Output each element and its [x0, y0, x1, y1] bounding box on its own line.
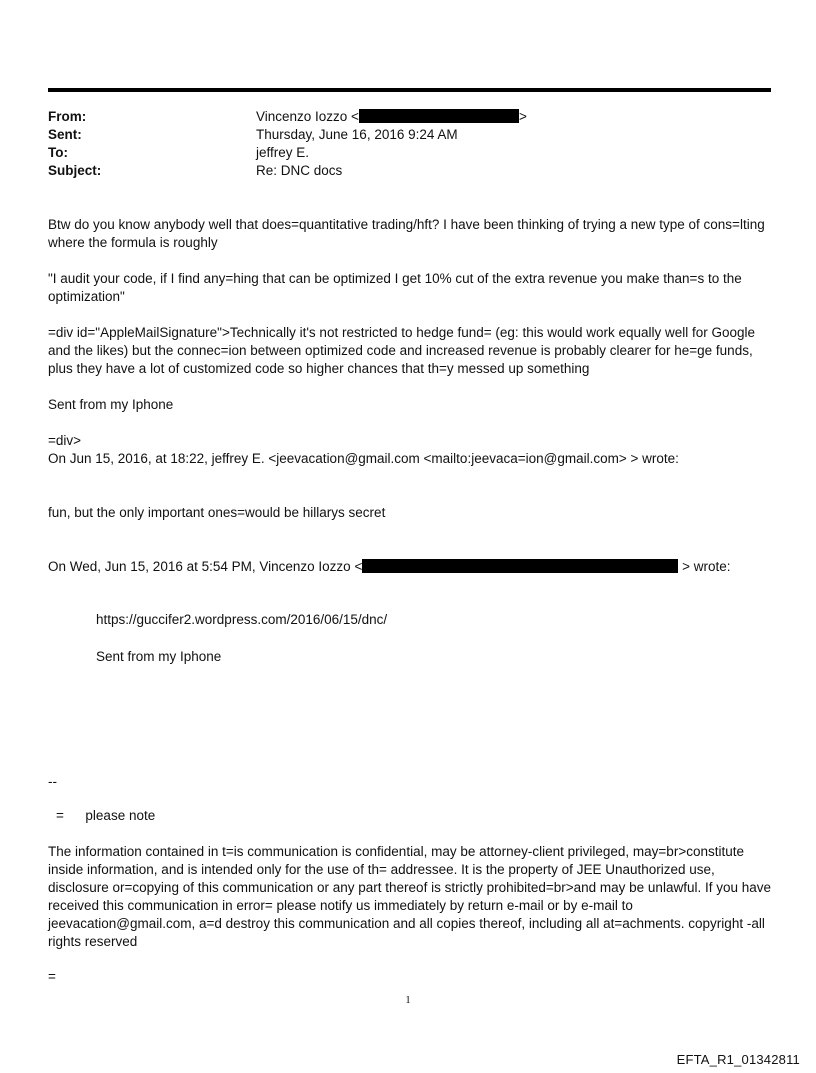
quote-header-2	[48, 558, 778, 576]
to-label: To:	[48, 145, 68, 160]
signature-dashes: --	[48, 774, 57, 789]
redaction-block	[362, 559, 678, 573]
disclaimer-text: The information contained in t=is communication is confidential, may be attorney-client privileged, may=br>constitute inside information, and is intended only for the use of th= addressee. It is the property of JEE Unauthorized use, disclosure or=copying of this communication or any part thereof is strictly prohibited=br>and may be unlawful. If you have received this communication in error= please notify us immediately by return e-mail or by e-mail to jeevacation@gmail.com, a=d destroy this communication and all copies thereof, including all at=achments. copyright -all rights reserved	[48, 844, 772, 949]
note-eq: =	[56, 808, 64, 823]
quote-header-2-end: > wrote:	[678, 559, 731, 574]
body-paragraph-2: "I audit your code, if I find any=hing that can be optimized I get 10% cut of the extra revenue you make than=s to the optimization"	[48, 271, 742, 304]
sent-value: Thursday, June 16, 2016 9:24 AM	[256, 127, 458, 142]
header-rule	[48, 88, 771, 92]
div-tag-text: =div>	[48, 433, 82, 448]
link-text: https://guccifer2.wordpress.com/2016/06/15/dnc/	[96, 612, 388, 627]
note-line	[56, 807, 155, 825]
from-value	[256, 108, 527, 126]
quote-header-1: On Jun 15, 2016, at 18:22, jeffrey E. <jeevacation@gmail.com <mailto:jeevaca=ion@gmail.com> > wrote:	[48, 451, 679, 466]
subject-value: Re: DNC docs	[256, 163, 343, 178]
trailing-eq: =	[48, 969, 56, 984]
quote-header-2-start: On Wed, Jun 15, 2016 at 5:54 PM, Vincenzo Iozzo <	[48, 559, 363, 574]
reply-text: fun, but the only important ones=would be hillarys secret	[48, 505, 386, 520]
document-id: EFTA_R1_01342811	[676, 1052, 800, 1067]
subject-label: Subject:	[48, 163, 102, 178]
sent-from-iphone-quoted: Sent from my Iphone	[96, 649, 222, 664]
from-name: Vincenzo Iozzo <	[256, 109, 359, 124]
redaction-block	[359, 109, 519, 123]
body-paragraph-3: =div id="AppleMailSignature">Technically it's not restricted to hedge fund= (eg: this would work equally well for Google and the likes) but the connec=ion between optimized code and increased revenue is probably clearer for he=ge funds, plus they have a lot of customized code so higher chances that th=y messed up something	[48, 325, 756, 376]
sent-label: Sent:	[48, 127, 82, 142]
to-value: jeffrey E.	[256, 145, 310, 160]
from-label: From:	[48, 109, 87, 124]
sent-from-iphone: Sent from my Iphone	[48, 397, 174, 412]
body-paragraph-1: Btw do you know anybody well that does=quantitative trading/hft? I have been thinking of trying a new type of cons=lting where the formula is roughly	[48, 217, 765, 250]
note-text: please note	[85, 808, 156, 823]
from-tail: >	[518, 109, 527, 124]
page-number: 1	[405, 994, 411, 1006]
